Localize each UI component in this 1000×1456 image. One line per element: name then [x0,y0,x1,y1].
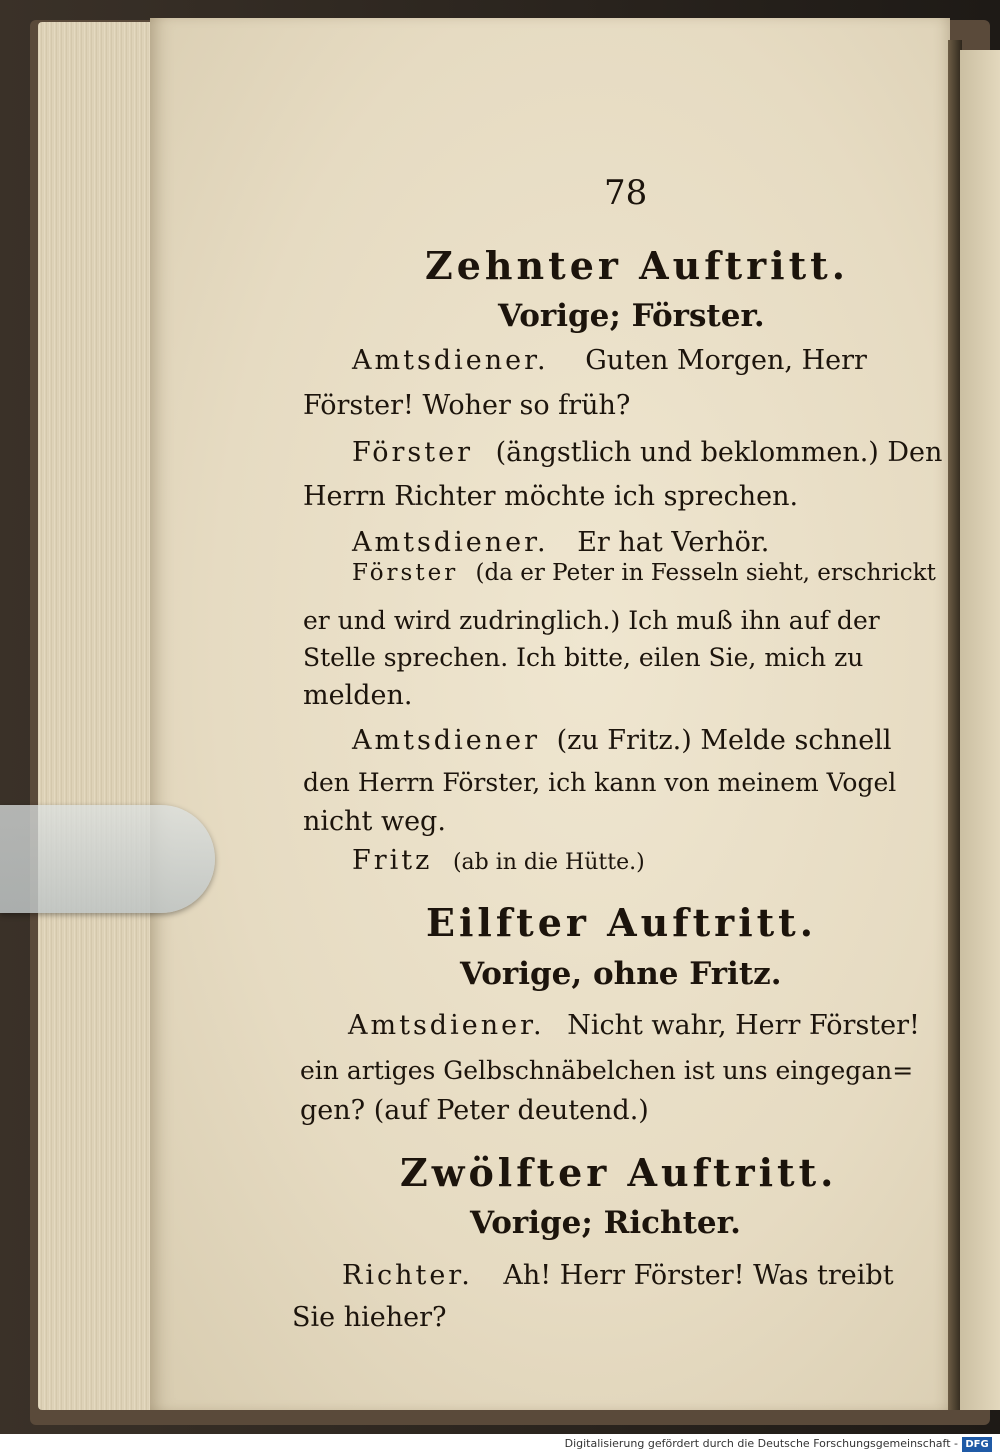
dialogue-line [352,527,769,558]
speech-continuation: ein artiges Gelbschnäbelchen ist uns eingegan= [300,1056,914,1085]
speech-continuation: nicht weg. [303,806,446,837]
dialogue-line [352,437,942,468]
scene-cast: Vorige; Förster. [498,298,765,334]
dialogue-line [352,560,936,586]
dialogue-line [352,845,645,876]
speech: (ängstlich und beklommen.) Den [495,437,943,468]
speaker: Amtsdiener [352,725,540,756]
speaker: Amtsdiener. [352,527,549,558]
speech-continuation: Stelle sprechen. Ich bitte, eilen Sie, mich zu [303,643,864,672]
speech: (ab in die Hütte.) [452,850,645,875]
scene-heading: Eilfter Auftritt. [426,900,817,945]
speaker: Richter. [342,1260,473,1291]
speaker: Amtsdiener. [352,345,549,376]
speaker: Förster [352,560,459,586]
scene-cast: Vorige; Richter. [470,1205,741,1241]
dialogue-line [352,725,891,756]
speech-continuation: melden. [303,680,413,711]
page-edges [38,22,158,1410]
speaker: Amtsdiener. [348,1010,545,1041]
dialogue-line [352,345,867,376]
page [150,18,950,1410]
dfg-logo: DFG [962,1437,992,1452]
dialogue-line [348,1010,920,1041]
speech: (zu Fritz.) Melde schnell [556,725,892,756]
speech-continuation: Sie hieher? [292,1302,447,1333]
speech: Nicht wahr, Herr Förster! [567,1010,920,1041]
scene-cast: Vorige, ohne Fritz. [460,956,782,992]
speech: Ah! Herr Förster! Was treibt [503,1260,894,1291]
speech-continuation: er und wird zudringlich.) Ich muß ihn auf der [303,606,880,635]
speech: Guten Morgen, Herr [585,345,867,376]
speaker: Förster [352,437,474,468]
scene-heading: Zwölfter Auftritt. [400,1150,838,1195]
speech: (da er Peter in Fesseln sieht, erschrickt [475,560,936,586]
speech: Er hat Verhör. [577,527,770,558]
speech-continuation: Förster! Woher so früh? [303,390,631,421]
dialogue-line [342,1260,894,1291]
footer-credit: Digitalisierung gefördert durch die Deutsche Forschungsgemeinschaft - [564,1437,958,1450]
page-holder-clip [0,805,215,913]
next-page-edge [960,50,1000,1410]
speech-continuation: den Herrn Förster, ich kann von meinem Vogel [303,768,897,797]
page-number: 78 [604,173,648,213]
scene-heading: Zehnter Auftritt. [425,243,849,288]
speech-continuation: gen? (auf Peter deutend.) [300,1095,649,1126]
speaker: Fritz [352,845,433,876]
speech-continuation: Herrn Richter möchte ich sprechen. [303,481,799,512]
